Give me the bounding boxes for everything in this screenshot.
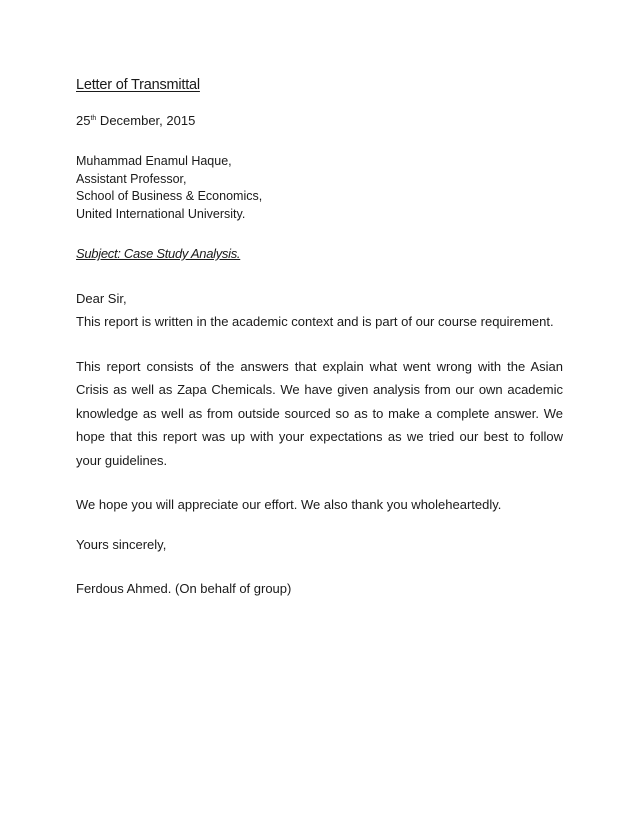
recipient-name: Muhammad Enamul Haque, xyxy=(76,154,232,168)
paragraph-content: This report consists of the answers that explain what went wrong with the Asian Crisis as well as Zapa Chemicals. We have given analysis from our own academic knowledge as well as from outside sourced so as to make a complete answer. We hope that this report was up with your expectations as we tried our best to follow your guidelines. xyxy=(76,358,563,468)
letter-subject: Subject: Case Study Analysis. xyxy=(76,246,241,261)
date-month-year: December, 2015 xyxy=(96,113,196,128)
recipient-position: Assistant Professor, xyxy=(76,171,187,186)
letter-title: Letter of Transmittal xyxy=(76,77,200,93)
date-suffix: th xyxy=(90,115,97,122)
letter-date xyxy=(76,112,563,130)
paragraph-thanks: We hope you will appreciate our effort. We also thank you wholeheartedly. xyxy=(76,497,502,512)
recipient-address xyxy=(76,153,563,223)
paragraph-intro: This report is written in the academic context and is part of our course requirement. xyxy=(76,314,554,329)
recipient-institution: United International University. xyxy=(76,206,246,221)
closing: Yours sincerely, xyxy=(76,536,167,552)
date-day: 25 xyxy=(76,113,91,128)
recipient-department: School of Business & Economics, xyxy=(76,189,263,203)
letter-body xyxy=(76,76,563,598)
salutation: Dear Sir, xyxy=(76,291,127,306)
signature: Ferdous Ahmed. (On behalf of group) xyxy=(76,580,292,596)
